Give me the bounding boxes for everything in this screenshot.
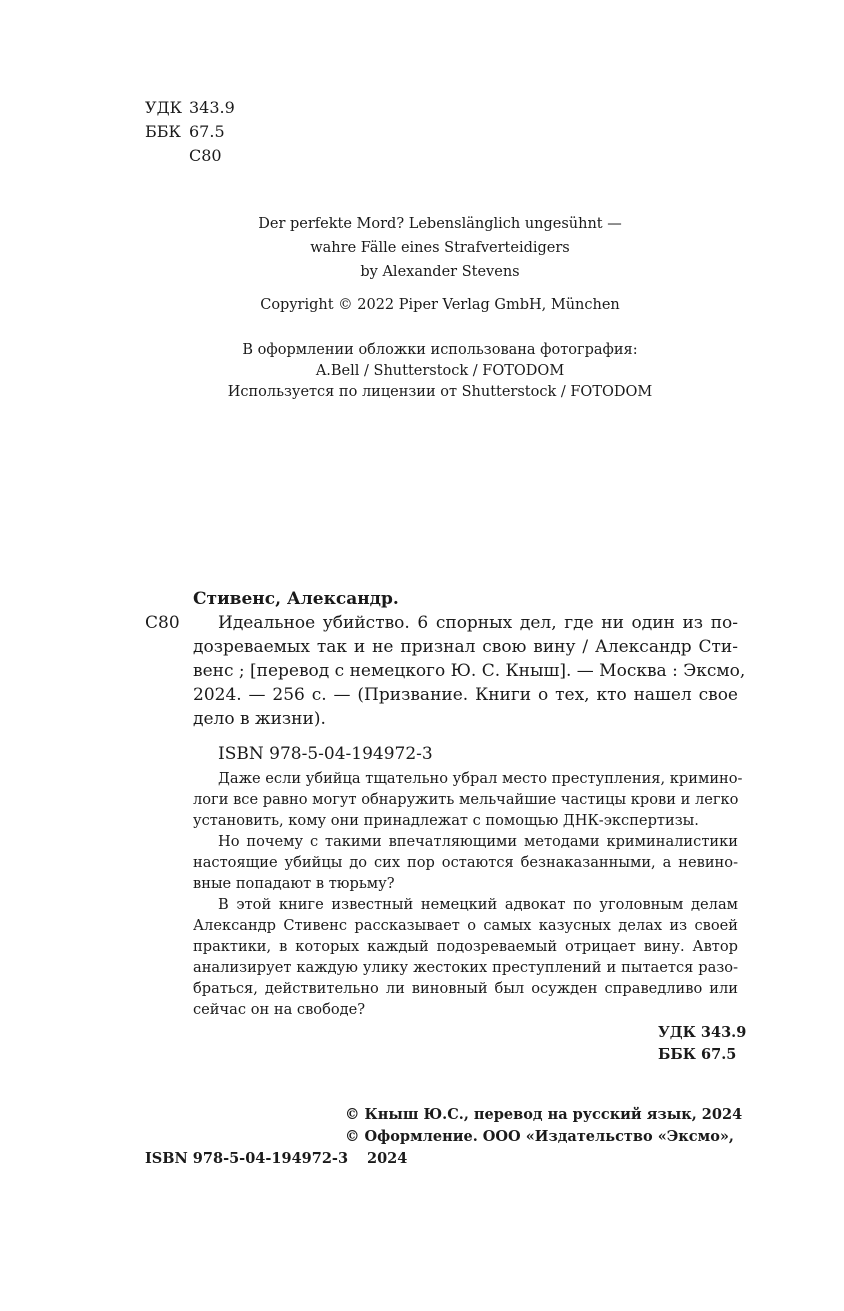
abstract-line: Но почему с такими впечатляющими методами криминалистики — [218, 833, 738, 850]
bbk-bottom: ББК 67.5 — [658, 1046, 737, 1063]
original-title — [140, 212, 740, 317]
abstract-line: сейчас он на свободе? — [193, 1001, 366, 1018]
original-title-line: wahre Fälle eines Strafverteidigers — [310, 240, 570, 256]
cover-credit-line: Используется по лицензии от Shutterstock / FOTODOM — [227, 384, 653, 400]
abstract-line: Даже если убийца тщательно убрал место преступления, кримино- — [218, 770, 743, 787]
abstract-line: практики, в которых каждый подозреваемый отрицает вину. Автор — [193, 938, 738, 955]
bib-line: 2024. — 256 с. — (Призвание. Книги о тех, кто нашел свое — [193, 685, 738, 705]
cover-credit-line: В оформлении обложки использована фотография: — [242, 342, 638, 358]
bib-author: Стивенс, Александр. — [193, 589, 399, 609]
bib-line: дело в жизни). — [193, 709, 326, 729]
abstract-line: вные попадают в тюрьму? — [193, 875, 395, 892]
cover-credit — [140, 340, 740, 403]
bib-line: дозреваемых так и не признал свою вину / Александр Сти- — [193, 637, 738, 657]
codes-bottom — [658, 1022, 746, 1066]
author-sign: С80 — [189, 146, 222, 165]
copyrights — [345, 1104, 742, 1170]
abstract-line: анализирует каждую улику жестоких преступлений и пытается разо- — [193, 959, 738, 976]
cover-credit-line: A.Bell / Shutterstock / FOTODOM — [315, 363, 565, 379]
abstract-line: Александр Стивенс рассказывает о самых казусных делах из своей — [193, 917, 738, 934]
original-copyright: Copyright © 2022 Piper Verlag GmbH, München — [260, 297, 620, 313]
abstract-line: настоящие убийцы до сих пор остаются безнаказанными, а невино- — [193, 854, 738, 871]
original-title-line: by Alexander Stevens — [360, 264, 520, 280]
bib-sign: С80 — [145, 613, 180, 633]
copyright-line: © Кныш Ю.С., перевод на русский язык, 2024 — [345, 1106, 743, 1123]
classification-codes — [145, 96, 235, 168]
bib-description — [193, 611, 746, 766]
udk-value: 343.9 — [189, 98, 235, 117]
copyright-line: © Оформление. ООО «Издательство «Эксмо», — [345, 1128, 734, 1145]
abstract — [193, 768, 743, 1020]
bib-isbn: ISBN 978-5-04-194972-3 — [218, 744, 433, 764]
udk-bottom: УДК 343.9 — [658, 1024, 747, 1041]
original-title-line: Der perfekte Mord? Lebenslänglich ungesühnt — — [258, 216, 622, 232]
footer-isbn: ISBN 978-5-04-194972-3 — [145, 1150, 349, 1167]
abstract-line: логи все равно могут обнаружить мельчайшие частицы крови и легко — [193, 791, 739, 808]
abstract-line: браться, действительно ли виновный был осужден справедливо или — [193, 980, 738, 997]
abstract-line: В этой книге известный немецкий адвокат по уголовным делам — [218, 896, 738, 913]
bib-line: Идеальное убийство. 6 спорных дел, где ни один из по- — [218, 613, 738, 633]
bbk-value: 67.5 — [189, 122, 225, 141]
copyright-line: 2024 — [367, 1150, 408, 1167]
bib-line: венс ; [перевод с немецкого Ю. С. Кныш]. — Москва : Эксмо, — [193, 661, 746, 681]
abstract-line: установить, кому они принадлежат с помощью ДНК-экспертизы. — [193, 812, 699, 829]
udk-label: УДК — [145, 98, 182, 117]
bbk-label: ББК — [145, 122, 181, 141]
